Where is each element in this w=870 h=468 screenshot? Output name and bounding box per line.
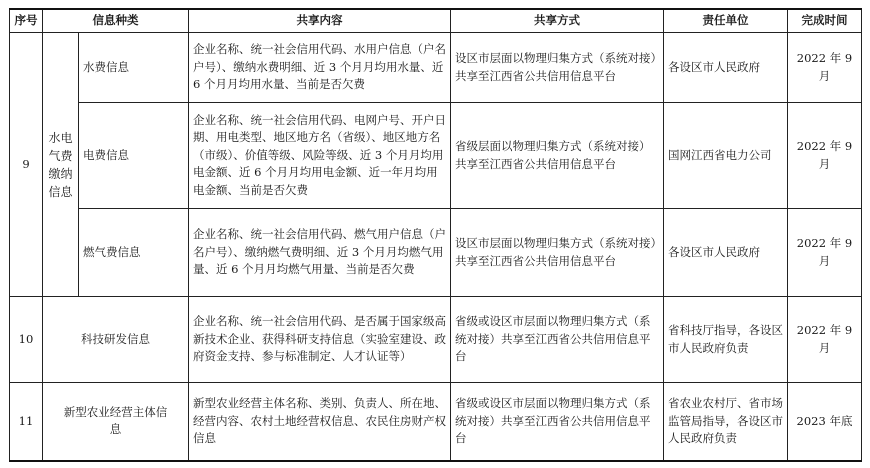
row-content: 企业名称、统一社会信用代码、电网户号、开户日期、用电类型、地区地方名（省级）、地区地方名（市级）、价值等级、风险等级、近 3 个月月均用电金额、近 6 个月月均用电金额、近一年月均用电金额、当前是否欠费 xyxy=(189,103,451,209)
row-method: 设区市层面以物理归集方式（系统对接）共享至江西省公共信用信息平台 xyxy=(451,33,664,103)
info-sharing-table xyxy=(9,8,862,462)
row-unit: 省农业农村厅、省市场监管局指导，各设区市人民政府负责 xyxy=(664,383,788,461)
table-header-row xyxy=(10,9,862,33)
row-method: 设区市层面以物理归集方式（系统对接）共享至江西省公共信用信息平台 xyxy=(451,209,664,297)
table-row xyxy=(10,209,862,297)
table-row xyxy=(10,297,862,383)
row-group-name: 水电 气费 缴纳 信息 xyxy=(43,33,79,297)
row-sub-name: 燃气费信息 xyxy=(79,209,189,297)
table-row xyxy=(10,383,862,461)
row-name: 新型农业经营主体信息 xyxy=(43,383,189,461)
row-content: 企业名称、统一社会信用代码、是否属于国家级高新技术企业、获得科研支持信息（实验室建设、政府资金支持、参与标准制定、人才认证等） xyxy=(189,297,451,383)
row-deadline: 2023 年底 xyxy=(788,383,862,461)
row-name: 科技研发信息 xyxy=(43,297,189,383)
row-sub-name: 水费信息 xyxy=(79,33,189,103)
table-row xyxy=(10,103,862,209)
row-deadline: 2022 年 9 月 xyxy=(788,33,862,103)
row-seq: 11 xyxy=(10,383,43,461)
header-method: 共享方式 xyxy=(451,9,664,33)
row-deadline: 2022 年 9 月 xyxy=(788,297,862,383)
table-row xyxy=(10,33,862,103)
header-seq: 序号 xyxy=(10,9,43,33)
row-content: 新型农业经营主体名称、类别、负责人、所在地、经营内容、农村土地经营权信息、农民住房财产权信息 xyxy=(189,383,451,461)
row-method: 省级层面以物理归集方式（系统对接）共享至江西省公共信用信息平台 xyxy=(451,103,664,209)
row-unit: 各设区市人民政府 xyxy=(664,33,788,103)
header-unit: 责任单位 xyxy=(664,9,788,33)
row-deadline: 2022 年 9 月 xyxy=(788,103,862,209)
row-method: 省级或设区市层面以物理归集方式（系统对接）共享至江西省公共信用信息平台 xyxy=(451,383,664,461)
row-deadline: 2022 年 9 月 xyxy=(788,209,862,297)
header-category: 信息种类 xyxy=(43,9,189,33)
row-content: 企业名称、统一社会信用代码、燃气用户信息（户名户号）、缴纳燃气费明细、近 3 个月月均燃气用量、近 6 个月月均燃气用量、当前是否欠费 xyxy=(189,209,451,297)
header-deadline: 完成时间 xyxy=(788,9,862,33)
header-content: 共享内容 xyxy=(189,9,451,33)
row-unit: 各设区市人民政府 xyxy=(664,209,788,297)
row-seq: 9 xyxy=(10,33,43,297)
row-unit: 省科技厅指导，各设区市人民政府负责 xyxy=(664,297,788,383)
row-content: 企业名称、统一社会信用代码、水用户信息（户名户号）、缴纳水费明细、近 3 个月月均用水量、近 6 个月月均用水量、当前是否欠费 xyxy=(189,33,451,103)
row-unit: 国网江西省电力公司 xyxy=(664,103,788,209)
row-seq: 10 xyxy=(10,297,43,383)
row-sub-name: 电费信息 xyxy=(79,103,189,209)
row-method: 省级或设区市层面以物理归集方式（系统对接）共享至江西省公共信用信息平台 xyxy=(451,297,664,383)
